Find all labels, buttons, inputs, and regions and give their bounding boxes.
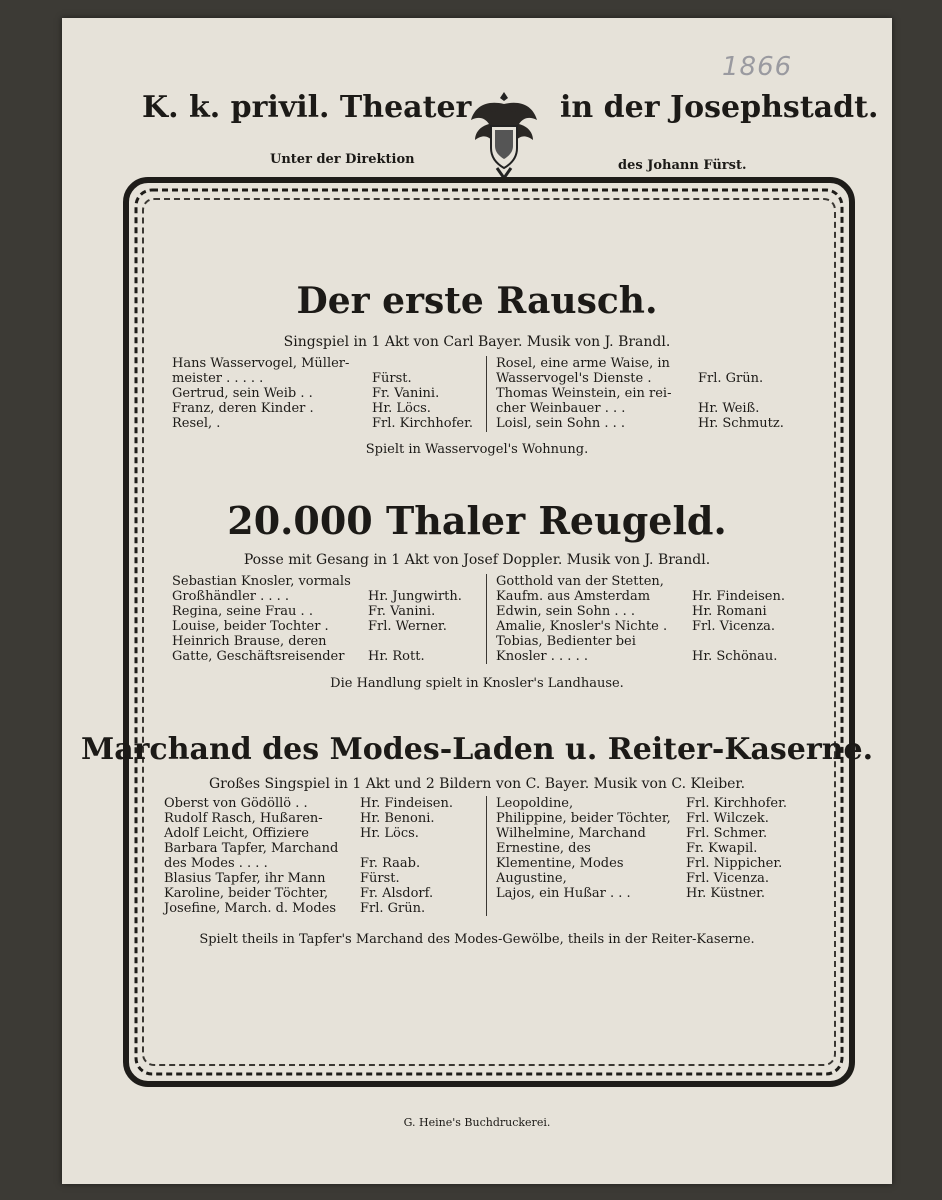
play-setting-2: Die Handlung spielt in Knosler's Landhause. [330, 676, 624, 691]
cast-row: Kaufm. aus Amsterdam Hr. Findeisen. [496, 589, 785, 604]
cast-row: Hans Wasservogel, Müller- [172, 356, 350, 371]
cast-row: meister . . . . . Fürst. [172, 371, 412, 386]
theater-name: K. k. privil. Theater [142, 90, 472, 125]
handwritten-year: 1866 [722, 52, 793, 82]
cast-row: Karoline, beider Töchter, Fr. Alsdorf. [164, 886, 434, 901]
cast-right-1 [496, 356, 796, 431]
column-divider [486, 796, 487, 916]
cast-row: Tobias, Bedienter bei [496, 634, 636, 649]
play-title-2: 20.000 Thaler Reugeld. [227, 498, 727, 543]
cast-row: Gertrud, sein Weib . . Fr. Vanini. [172, 386, 440, 401]
cast-row: Leopoldine, Frl. Kirchhofer. [496, 796, 788, 811]
double-eagle-crest-icon [467, 86, 541, 182]
cast-row: Loisl, sein Sohn . . . Hr. Schmutz. [496, 416, 784, 431]
playbill-sheet [62, 18, 892, 1184]
cast-row: Lajos, ein Hußar . . . Hr. Küstner. [496, 886, 766, 901]
cast-row: Blasius Tapfer, ihr Mann Fürst. [164, 871, 400, 886]
header [62, 82, 892, 142]
cast-row: Knosler . . . . . Hr. Schönau. [496, 649, 778, 664]
play-subtitle-1: Singspiel in 1 Akt von Carl Bayer. Musik von J. Brandl. [283, 334, 671, 350]
cast-row: Klementine, Modes Frl. Nippicher. [496, 856, 783, 871]
cast-row: Großhändler . . . . Hr. Jungwirth. [172, 589, 462, 604]
play-subtitle-3: Großes Singspiel in 1 Akt und 2 Bildern von C. Bayer. Musik von C. Kleiber. [208, 776, 746, 792]
cast-row: Regina, seine Frau . . Fr. Vanini. [172, 604, 436, 619]
cast-row: Edwin, sein Sohn . . . Hr. Romani [496, 604, 767, 619]
column-divider [486, 356, 487, 432]
cast-row: Resel, . Frl. Kirchhofer. [172, 416, 474, 431]
direction-label: Unter der Direktion [270, 152, 415, 167]
cast-row: Barbara Tapfer, Marchand [164, 841, 339, 856]
cast-left-1 [172, 356, 492, 431]
cast-right-3 [496, 796, 796, 901]
play-setting-1: Spielt in Wasservogel's Wohnung. [365, 442, 589, 457]
cast-left-2 [172, 574, 492, 664]
cast-row: Heinrich Brause, deren [172, 634, 327, 649]
column-divider [486, 574, 487, 664]
cast-row: Thomas Weinstein, ein rei- [496, 386, 672, 401]
cast-right-2 [496, 574, 796, 664]
cast-row: Ernestine, des Fr. Kwapil. [496, 841, 758, 856]
cast-row: Amalie, Knosler's Nichte . Frl. Vicenza. [496, 619, 776, 634]
play-subtitle-2: Posse mit Gesang in 1 Akt von Josef Doppler. Musik von J. Brandl. [243, 552, 711, 568]
cast-row: Adolf Leicht, Offiziere Hr. Löcs. [164, 826, 419, 841]
cast-row: Wilhelmine, Marchand Frl. Schmer. [496, 826, 768, 841]
cast-row: Wasservogel's Dienste . Frl. Grün. [496, 371, 764, 386]
cast-row: Louise, beider Tochter . Frl. Werner. [172, 619, 447, 634]
cast-row: Augustine, Frl. Vicenza. [496, 871, 770, 886]
cast-row: Gatte, Geschäftsreisender Hr. Rott. [172, 649, 425, 664]
cast-row: des Modes . . . . Fr. Raab. [164, 856, 421, 871]
director-name: des Johann Fürst. [618, 158, 747, 173]
cast-row: Rosel, eine arme Waise, in [496, 356, 670, 371]
play-title-1: Der erste Rausch. [296, 280, 658, 322]
cast-row: Gotthold van der Stetten, [496, 574, 664, 589]
cast-row: cher Weinbauer . . . Hr. Weiß. [496, 401, 760, 416]
cast-row: Philippine, beider Töchter, Frl. Wilczek. [496, 811, 769, 826]
cast-row: Oberst von Gödöllö . . Hr. Findeisen. [164, 796, 453, 811]
cast-left-3 [164, 796, 494, 916]
theater-location: in der Josephstadt. [560, 90, 879, 125]
play-title-3: Marchand des Modes-Laden u. Reiter-Kaserne. [80, 732, 874, 767]
play-setting-3: Spielt theils in Tapfer's Marchand des Modes-Gewölbe, theils in der Reiter-Kaserne. [199, 932, 755, 947]
cast-row: Josefine, March. d. Modes Frl. Grün. [164, 901, 426, 916]
cast-row: Rudolf Rasch, Hußaren- Hr. Benoni. [164, 811, 435, 826]
printer-imprint: G. Heine's Buchdruckerei. [403, 1116, 551, 1129]
cast-row: Franz, deren Kinder . Hr. Löcs. [172, 401, 431, 416]
cast-row: Sebastian Knosler, vormals [172, 574, 351, 589]
